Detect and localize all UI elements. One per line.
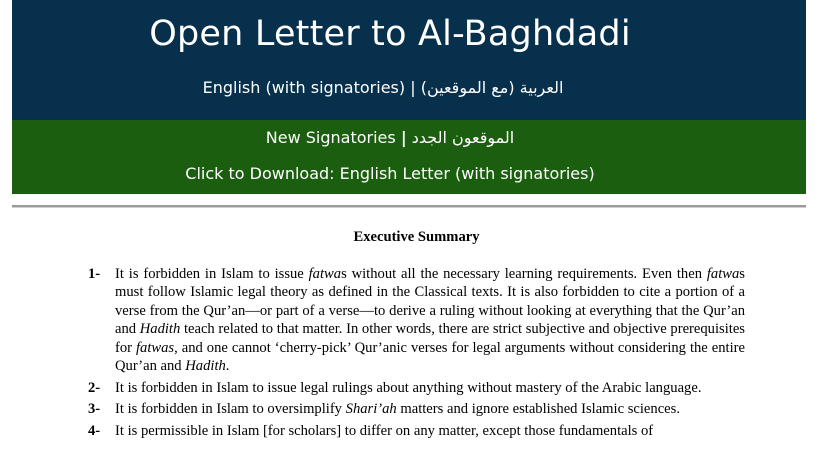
item-text: It is forbidden in Islam to oversimplify Shari’ah matters and ignore established Islamic sciences. bbox=[115, 401, 680, 417]
item-number: 4- bbox=[88, 422, 101, 439]
new-signatories-separator: | bbox=[400, 128, 407, 147]
item-text: It is permissible in Islam [for scholars] to differ on any matter, except those fundamentals of bbox=[115, 422, 654, 439]
link-new-signatories-arabic[interactable]: الموقعون الجدد bbox=[411, 128, 515, 147]
letter-document bbox=[88, 226, 745, 443]
divider bbox=[12, 205, 806, 208]
page-title: Open Letter to Al-Baghdadi bbox=[149, 14, 631, 54]
list-item bbox=[88, 265, 745, 376]
download-letter-link[interactable]: Click to Download: English Letter (with signatories) bbox=[185, 164, 595, 183]
item-text: It is forbidden in Islam to issue legal rulings about anything without mastery of the Arabic language. bbox=[115, 379, 702, 396]
item-number: 1- bbox=[88, 265, 101, 282]
new-signatories-row bbox=[12, 128, 806, 147]
link-english[interactable]: English (with signatories) bbox=[202, 78, 406, 97]
link-arabic[interactable]: العربية (مع الموقعين) bbox=[420, 78, 564, 97]
item-text: It is forbidden in Islam to issue fatwas without all the necessary learning requirements. Even then fatwas must follow Islamic legal theory as defined in the Classical texts. It is also forbidden to cite a portion of a verse from the Qur’an—or part of a verse—to derive a ruling without looking at everything that the Qur’an and Hadith teach related to that matter. In other words, there are strict subjective and objective prerequisites for fatwas, and one cannot ‘cherry-pick’ Qur’anic verses for legal arguments without considering the entire Qur’an and Hadith. bbox=[115, 265, 745, 374]
item-number: 2- bbox=[88, 379, 101, 396]
list-item bbox=[88, 422, 745, 441]
site-header bbox=[12, 0, 806, 120]
list-item bbox=[88, 400, 745, 419]
language-links bbox=[12, 78, 806, 97]
item-number: 3- bbox=[88, 401, 101, 417]
signatories-banner bbox=[12, 120, 806, 194]
document-title: Executive Summary bbox=[353, 229, 480, 245]
lang-separator: | bbox=[410, 78, 416, 97]
list-item bbox=[88, 379, 745, 398]
link-new-signatories[interactable]: New Signatories bbox=[265, 128, 396, 147]
